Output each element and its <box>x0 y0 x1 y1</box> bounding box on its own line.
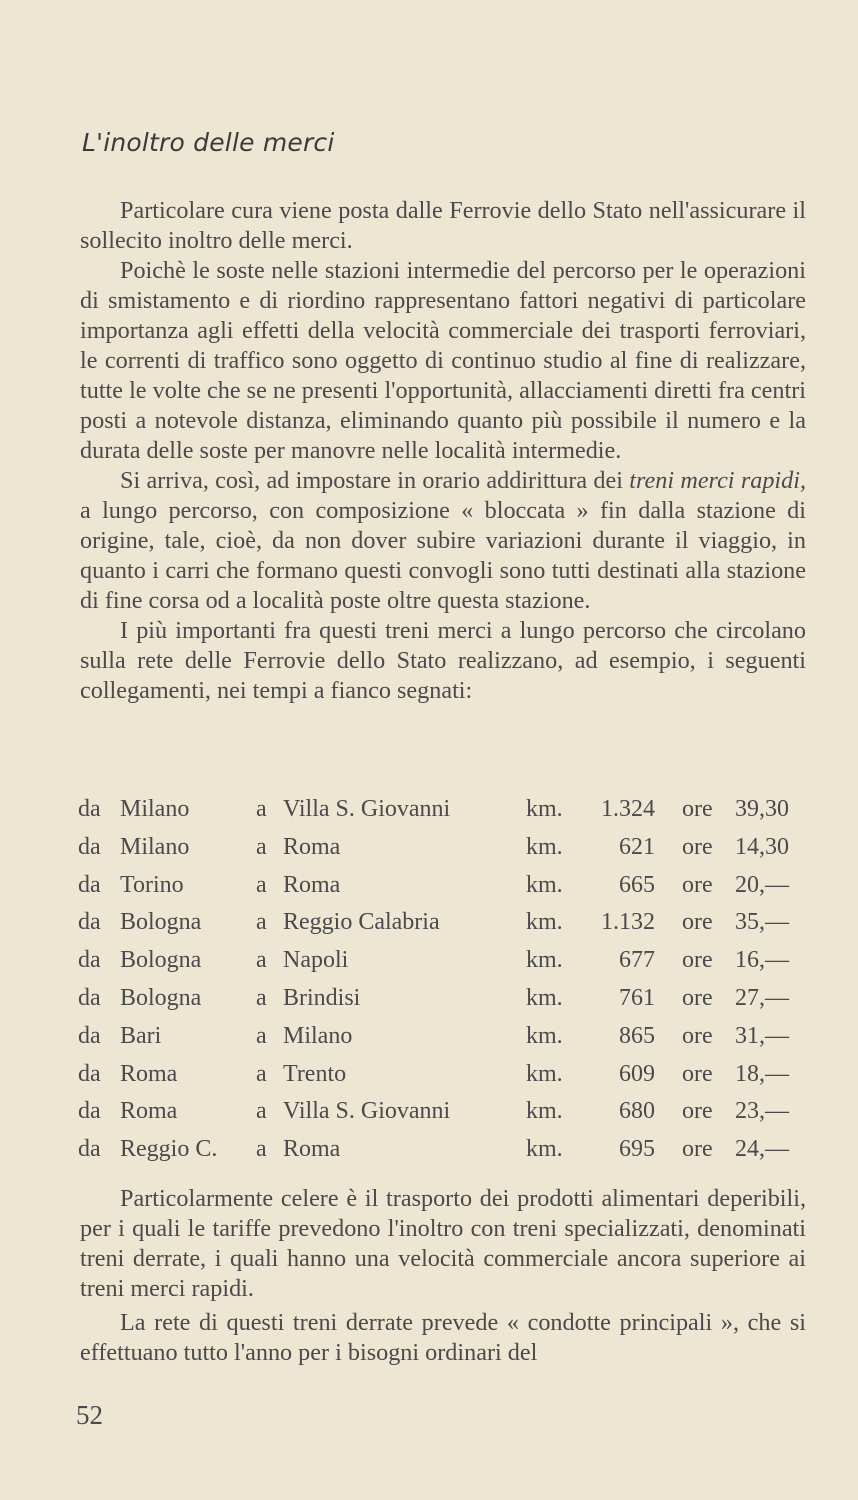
route-origin: Reggio C. <box>120 1136 218 1163</box>
route-distance: 677 <box>619 947 655 974</box>
route-destination: Reggio Calabria <box>283 909 440 936</box>
route-distance: 865 <box>619 1022 655 1049</box>
route-destination: Trento <box>283 1060 347 1087</box>
route-from-prefix: da <box>78 1098 101 1125</box>
route-origin: Milano <box>120 833 190 860</box>
route-row <box>78 832 808 870</box>
route-row <box>78 1096 808 1134</box>
route-distance: 761 <box>619 984 655 1011</box>
route-origin: Torino <box>120 871 184 898</box>
route-row <box>78 1134 808 1172</box>
route-time: 35,— <box>735 909 789 936</box>
page-number: 52 <box>76 1400 103 1430</box>
route-from-prefix: da <box>78 909 101 936</box>
route-time: 27,— <box>735 984 789 1011</box>
paragraph-3-before: Si arriva, così, ad impostare in orario addirittura dei <box>120 467 630 494</box>
route-from-prefix: da <box>78 1022 101 1049</box>
paragraph-6: La rete di questi treni derrate prevede « condotte principali », che si effettuano tutto l'anno per i bisogni ordinari del <box>80 1309 806 1366</box>
paragraph-5: Particolarmente celere è il trasporto dei prodotti alimentari deperibili, per i quali le tariffe prevedono l'inoltro con treni specializzati, denominati treni derrate, i quali hanno una velocità commerciale ancora superiore ai treni merci rapidi. <box>80 1185 806 1302</box>
closing-text <box>80 1184 806 1368</box>
route-km-label: km. <box>526 1022 563 1049</box>
route-time: 18,— <box>735 1060 789 1087</box>
paragraph-3-after: a lungo percorso, con composizione « bloccata » fin dalla stazione di origine, tale, cioè, da non dover subire variazioni durante il viaggio, in quanto i carri che formano questi convogli sono tutti destinati alla stazione di fine corsa od a località poste oltre questa stazione. <box>80 497 806 614</box>
route-to-prefix: a <box>256 909 267 936</box>
route-to-prefix: a <box>256 1022 267 1049</box>
route-km-label: km. <box>526 1098 563 1125</box>
route-from-prefix: da <box>78 984 101 1011</box>
paragraph-4: I più importanti fra questi treni merci a lungo percorso che circolano sulla rete delle Ferrovie dello Stato realizzano, ad esempio, i seguenti collegamenti, nei tempi a fianco segnati: <box>80 617 806 704</box>
intro-text <box>80 196 806 706</box>
route-origin: Bologna <box>120 984 202 1011</box>
route-km-label: km. <box>526 871 563 898</box>
route-origin: Roma <box>120 1098 178 1125</box>
route-distance: 621 <box>619 833 655 860</box>
route-km-label: km. <box>526 1136 563 1163</box>
route-to-prefix: a <box>256 1098 267 1125</box>
route-km-label: km. <box>526 909 563 936</box>
route-distance: 665 <box>619 871 655 898</box>
route-hours-label: ore <box>682 1060 713 1087</box>
route-to-prefix: a <box>256 871 267 898</box>
route-row <box>78 794 808 832</box>
paragraph-1: Particolare cura viene posta dalle Ferrovie dello Stato nell'assicurare il sollecito inoltro delle merci. <box>80 197 806 254</box>
route-destination: Milano <box>283 1022 353 1049</box>
route-destination: Napoli <box>283 947 349 974</box>
route-to-prefix: a <box>256 984 267 1011</box>
route-time: 24,— <box>735 1136 789 1163</box>
route-hours-label: ore <box>682 909 713 936</box>
route-origin: Roma <box>120 1060 178 1087</box>
route-km-label: km. <box>526 833 563 860</box>
route-destination: Roma <box>283 871 341 898</box>
route-row <box>78 1021 808 1059</box>
route-origin: Bologna <box>120 947 202 974</box>
route-km-label: km. <box>526 796 563 822</box>
route-to-prefix: a <box>256 947 267 974</box>
route-row <box>78 907 808 945</box>
route-to-prefix: a <box>256 1060 267 1087</box>
paragraph-3-italic: treni merci rapidi, <box>629 467 806 494</box>
route-time: 16,— <box>735 947 789 974</box>
route-origin: Bari <box>120 1022 162 1049</box>
route-from-prefix: da <box>78 1136 101 1163</box>
route-distance: 680 <box>619 1098 655 1125</box>
route-km-label: km. <box>526 984 563 1011</box>
route-from-prefix: da <box>78 947 101 974</box>
route-time: 31,— <box>735 1022 789 1049</box>
route-km-label: km. <box>526 947 563 974</box>
paragraph-3 <box>80 466 806 616</box>
route-distance: 609 <box>619 1060 655 1087</box>
route-to-prefix: a <box>256 796 267 822</box>
route-time: 14,30 <box>735 833 789 860</box>
route-time: 20,— <box>735 871 789 898</box>
route-row <box>78 870 808 908</box>
route-from-prefix: da <box>78 796 101 822</box>
route-destination: Villa S. Giovanni <box>283 1098 451 1125</box>
route-hours-label: ore <box>682 1022 713 1049</box>
route-row <box>78 945 808 983</box>
route-time: 39,30 <box>735 796 789 822</box>
route-origin: Bologna <box>120 909 202 936</box>
route-km-label: km. <box>526 1060 563 1087</box>
route-hours-label: ore <box>682 1136 713 1163</box>
route-to-prefix: a <box>256 1136 267 1163</box>
route-from-prefix: da <box>78 833 101 860</box>
route-destination: Brindisi <box>283 984 361 1011</box>
section-heading: L'inoltro delle merci <box>82 128 335 157</box>
route-table <box>78 794 808 1172</box>
route-row <box>78 1059 808 1097</box>
route-hours-label: ore <box>682 947 713 974</box>
route-from-prefix: da <box>78 1060 101 1087</box>
route-distance: 1.324 <box>601 796 655 822</box>
route-distance: 1.132 <box>601 909 655 936</box>
route-origin: Milano <box>120 796 190 822</box>
route-hours-label: ore <box>682 833 713 860</box>
paragraph-2: Poichè le soste nelle stazioni intermedie del percorso per le operazioni di smistamento e di riordino rappresentano fattori negativi di particolare importanza agli effetti della velocità commerciale dei trasporti ferroviari, le correnti di traffico sono oggetto di continuo studio al fine di realizzare, tutte le volte che se ne presenti l'opportunità, allacciamenti diretti fra centri posti a notevole distanza, eliminando quanto più possibile il numero e la durata delle soste per manovre nelle località intermedie. <box>80 257 806 464</box>
route-destination: Villa S. Giovanni <box>283 796 451 822</box>
route-destination: Roma <box>283 1136 341 1163</box>
route-hours-label: ore <box>682 871 713 898</box>
route-hours-label: ore <box>682 796 713 822</box>
route-distance: 695 <box>619 1136 655 1163</box>
route-hours-label: ore <box>682 1098 713 1125</box>
route-to-prefix: a <box>256 833 267 860</box>
route-hours-label: ore <box>682 984 713 1011</box>
route-destination: Roma <box>283 833 341 860</box>
route-row <box>78 983 808 1021</box>
route-from-prefix: da <box>78 871 101 898</box>
route-time: 23,— <box>735 1098 789 1125</box>
